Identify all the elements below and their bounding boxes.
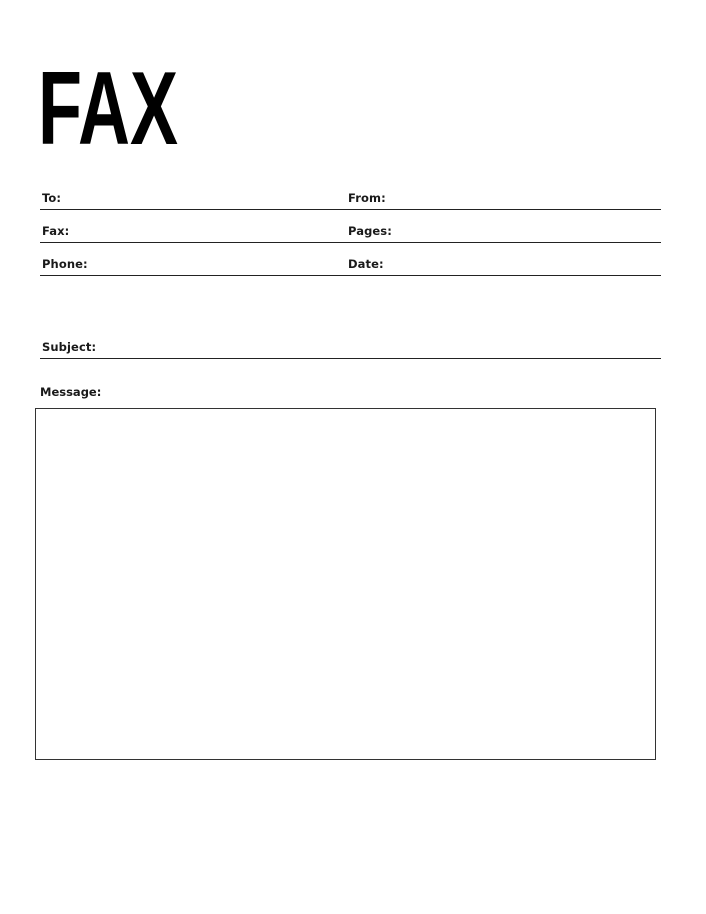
pages-label: Pages: [348, 224, 392, 238]
phone-field[interactable] [40, 253, 346, 276]
subject-label: Subject: [42, 340, 97, 354]
to-label: To: [42, 191, 62, 205]
from-label: From: [348, 191, 386, 205]
date-label: Date: [348, 257, 384, 271]
subject-field[interactable] [40, 336, 661, 359]
date-field[interactable] [346, 253, 661, 276]
pages-field[interactable] [346, 220, 661, 243]
fax-heading-text: FAX [38, 49, 179, 146]
fax-heading [38, 40, 186, 146]
message-box[interactable] [35, 408, 656, 760]
from-field[interactable] [346, 187, 661, 210]
to-field[interactable] [40, 187, 346, 210]
fax-number-field[interactable] [40, 220, 346, 243]
fax-label: Fax: [42, 224, 70, 238]
phone-label: Phone: [42, 257, 88, 271]
message-label: Message: [40, 385, 102, 399]
